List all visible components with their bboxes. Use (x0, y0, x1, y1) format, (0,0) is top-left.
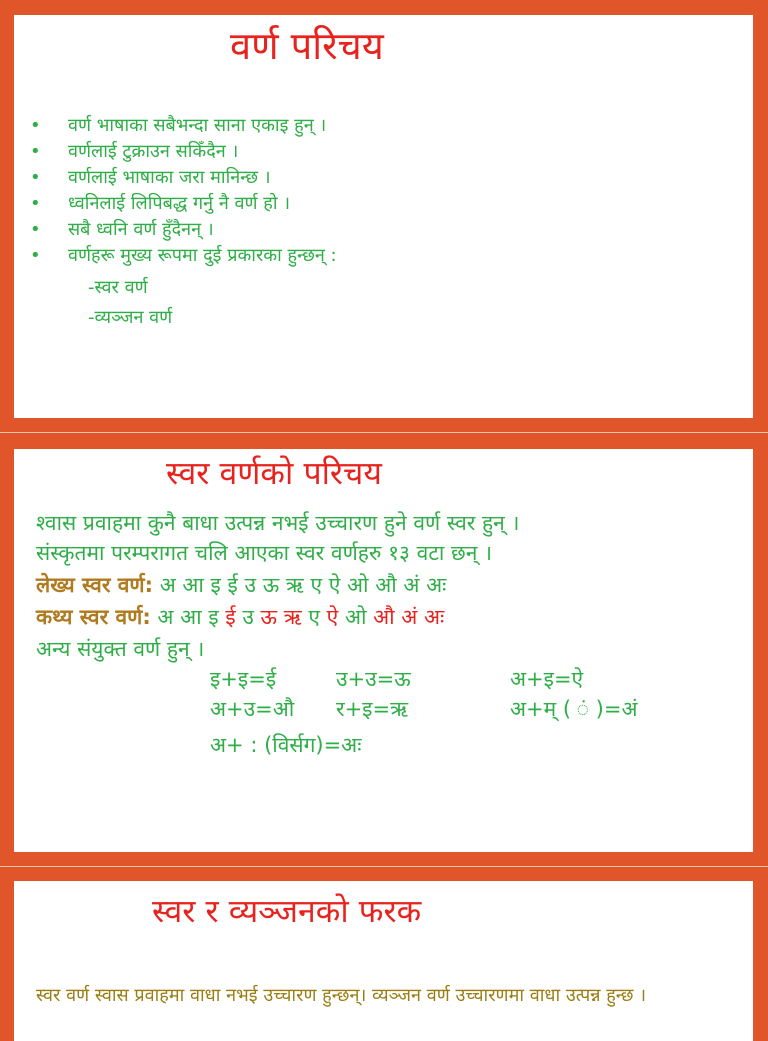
list-item (28, 217, 337, 243)
vowel-letter: ए (308, 605, 320, 629)
vowel-letter: उ (242, 605, 254, 629)
spoken-vowels-label: कथ्य स्वर वर्ण: (36, 605, 151, 629)
vowel-letter: ई (225, 605, 236, 629)
list-item (28, 165, 337, 191)
sub-item-vyanjan: -व्यञ्जन वर्ण (88, 307, 173, 328)
written-vowels-label: लेख्य स्वर वर्ण: (36, 573, 154, 597)
vowel-letter: इ (208, 605, 219, 629)
vowel-letter: ऊ (260, 605, 278, 629)
combo-item: अ+इ=ऐ (510, 667, 584, 691)
vowel-letter: ओ (344, 605, 367, 629)
compound-note: अन्य संयुक्त वर्ण हुन् । (36, 637, 205, 661)
vowel-letter: ऋ (283, 605, 302, 629)
written-vowels-letters: अ आ इ ई उ ऊ ऋ ए ऐ ओ औ अं अः (159, 573, 447, 597)
written-vowels-row (36, 571, 446, 599)
bullet-text: वर्णहरू मुख्य रूपमा दुई प्रकारका हुन्छन् : (68, 245, 337, 266)
list-item (28, 139, 337, 165)
slide-title: स्वर र व्यञ्जनको फरक (152, 892, 422, 930)
bullet-text: ध्वनिलाई लिपिबद्ध गर्नु नै वर्ण हो । (68, 193, 291, 214)
vowel-letter: ऐ (326, 605, 339, 629)
bullet-list (28, 113, 337, 269)
combo-item: इ+इ=ई (210, 667, 277, 691)
spoken-vowels-row (36, 603, 444, 631)
bullet-icon: • (30, 115, 41, 136)
vowel-letter: औ (373, 605, 395, 629)
difference-paragraph: स्वर वर्ण स्वास प्रवाहमा वाधा नभई उच्चारण हुन्छन्। व्यञ्जन वर्ण उच्चारणमा वाधा उत्पन्न हुन्छ । (36, 985, 647, 1006)
vowel-letter: अं (401, 605, 418, 629)
vowel-letter: अ (157, 605, 174, 629)
vowel-letter: अः (424, 605, 445, 629)
bullet-icon: • (30, 245, 41, 266)
slide-separator (0, 866, 768, 867)
slide-swar-varna (14, 449, 753, 852)
slide-title: स्वर वर्णको परिचय (166, 454, 382, 492)
bullet-icon: • (30, 219, 41, 240)
list-item (28, 113, 337, 139)
definition-line: श्वास प्रवाहमा कुनै बाधा उत्पन्न नभई उच्चारण हुने वर्ण स्वर हुन् । (36, 511, 520, 535)
count-line: संस्कृतमा परम्परागत चलि आएका स्वर वर्णहरु १३ वटा छन् । (36, 541, 493, 565)
bullet-icon: • (30, 141, 41, 162)
bullet-icon: • (30, 193, 41, 214)
bullet-text: वर्णलाई टुक्राउन सकिँदैन । (68, 141, 239, 162)
bullet-text: वर्णलाई भाषाका जरा मानिन्छ । (68, 167, 271, 188)
combo-item: अ+म् ( ं )=अं (510, 697, 638, 721)
list-item (28, 191, 337, 217)
sub-item-swar: -स्वर वर्ण (88, 277, 148, 298)
spoken-vowels-letters (157, 605, 444, 629)
slide-swar-vyanjan-farak (14, 881, 753, 1041)
slide-separator (0, 432, 768, 433)
combo-item: उ+उ=ऊ (336, 667, 411, 691)
vowel-letter: आ (180, 605, 202, 629)
combo-item: अ+ : (विर्सग)=अः (210, 733, 362, 757)
combo-item: अ+उ=औ (210, 697, 295, 721)
slide-varna-parichaya (14, 15, 753, 418)
combo-item: र+इ=ऋ (336, 697, 409, 721)
bullet-text: वर्ण भाषाका सबैभन्दा साना एकाइ हुन् । (68, 115, 327, 136)
bullet-icon: • (30, 167, 41, 188)
bullet-text: सबै ध्वनि वर्ण हुँदैनन् । (68, 219, 214, 240)
slide-title: वर्ण परिचय (230, 24, 384, 68)
list-item (28, 243, 337, 269)
